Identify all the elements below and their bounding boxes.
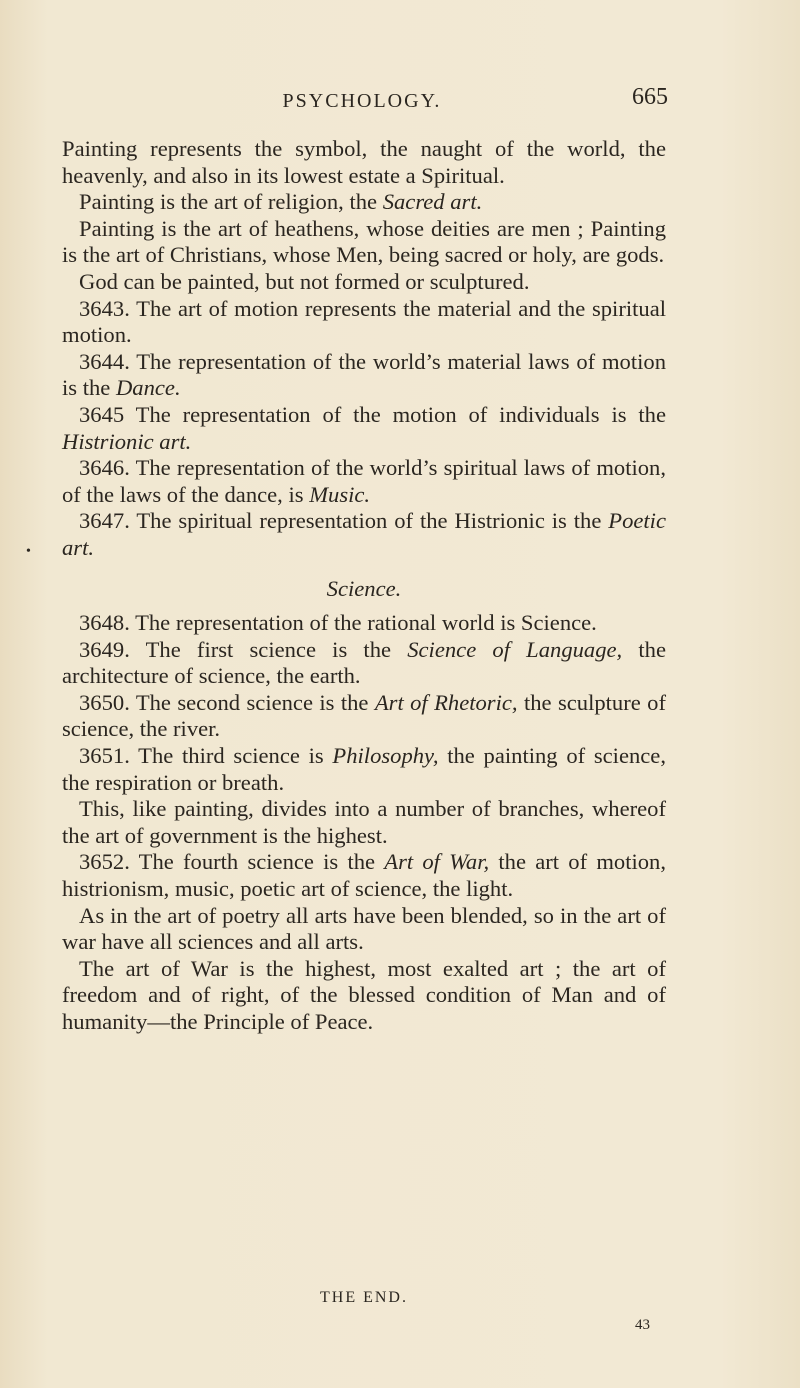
body-text [62,136,666,1036]
paragraph: This, like painting, divides into a number of branches, whereof the art of government is the highest. [62,796,666,848]
paragraph: 3643. The art of motion represents the material and the spiritual motion. [62,295,666,348]
paragraph: 3648. The representation of the rational world is Science. [79,610,597,636]
running-title: PSYCHOLOGY. [282,90,442,112]
italic-term: Art of War, [384,849,490,875]
paragraph: 3652. The fourth science is the Art of War, the art of motion, histrionism, music, poetic art of science, the light. [62,849,666,902]
paragraph: 3651. The third science is Philosophy, the painting of science, the respiration or breath. [62,743,666,795]
italic-term: Art of Rhetoric, [374,689,518,715]
margin-mark: • [26,544,31,559]
signature-mark: 43 [635,1317,650,1333]
paragraph: As in the art of poetry all arts have been blended, so in the art of war have all sciences and all arts. [62,902,666,955]
paragraph: 3646. The representation of the world’s spiritual laws of motion, of the laws of the dance, is Music. [62,455,666,507]
paragraph: 3649. The first science is the Science of Language, the architecture of science, the earth. [62,636,666,689]
footer [62,1289,666,1349]
italic-term: Science of Language, [407,636,623,662]
paragraph: 3645 The representation of the motion of individuals is the Histrionic art. [62,401,666,454]
italic-term: Music. [309,481,371,507]
paragraph: 3644. The representation of the world’s material laws of motion is the Dance. [62,348,666,401]
section-heading: Science. [326,575,402,601]
running-head [62,84,668,118]
paragraph: 3650. The second science is the Art of Rhetoric, the sculpture of science, the river. [62,689,667,742]
paragraph: Painting represents the symbol, the naught of the world, the heavenly, and also in its lowest estate a Spiritual. [62,136,666,188]
paragraph: Painting is the art of religion, the Sacred art. [79,189,483,215]
paragraph: The art of War is the highest, most exalted art ; the art of freedom and of right, of the blessed condition of Man and of humanity—the Principle of Peace. [62,955,666,1034]
italic-term: Sacred art. [382,189,483,215]
page-number: 665 [632,84,668,110]
italic-term: Philosophy, [332,743,439,769]
paragraph: Painting is the art of heathens, whose deities are men ; Painting is the art of Christians, whose Men, being sacred or holy, are gods. [62,215,666,268]
paragraph: God can be painted, but not formed or sculptured. [79,268,530,294]
paragraph: 3647. The spiritual representation of the Histrionic is the Poetic art. [62,508,666,560]
italic-term: Histrionic art. [62,428,192,454]
italic-term: Dance. [115,375,181,401]
the-end-label: THE END. [320,1289,408,1306]
italic-term: Poetic art. [62,508,666,560]
